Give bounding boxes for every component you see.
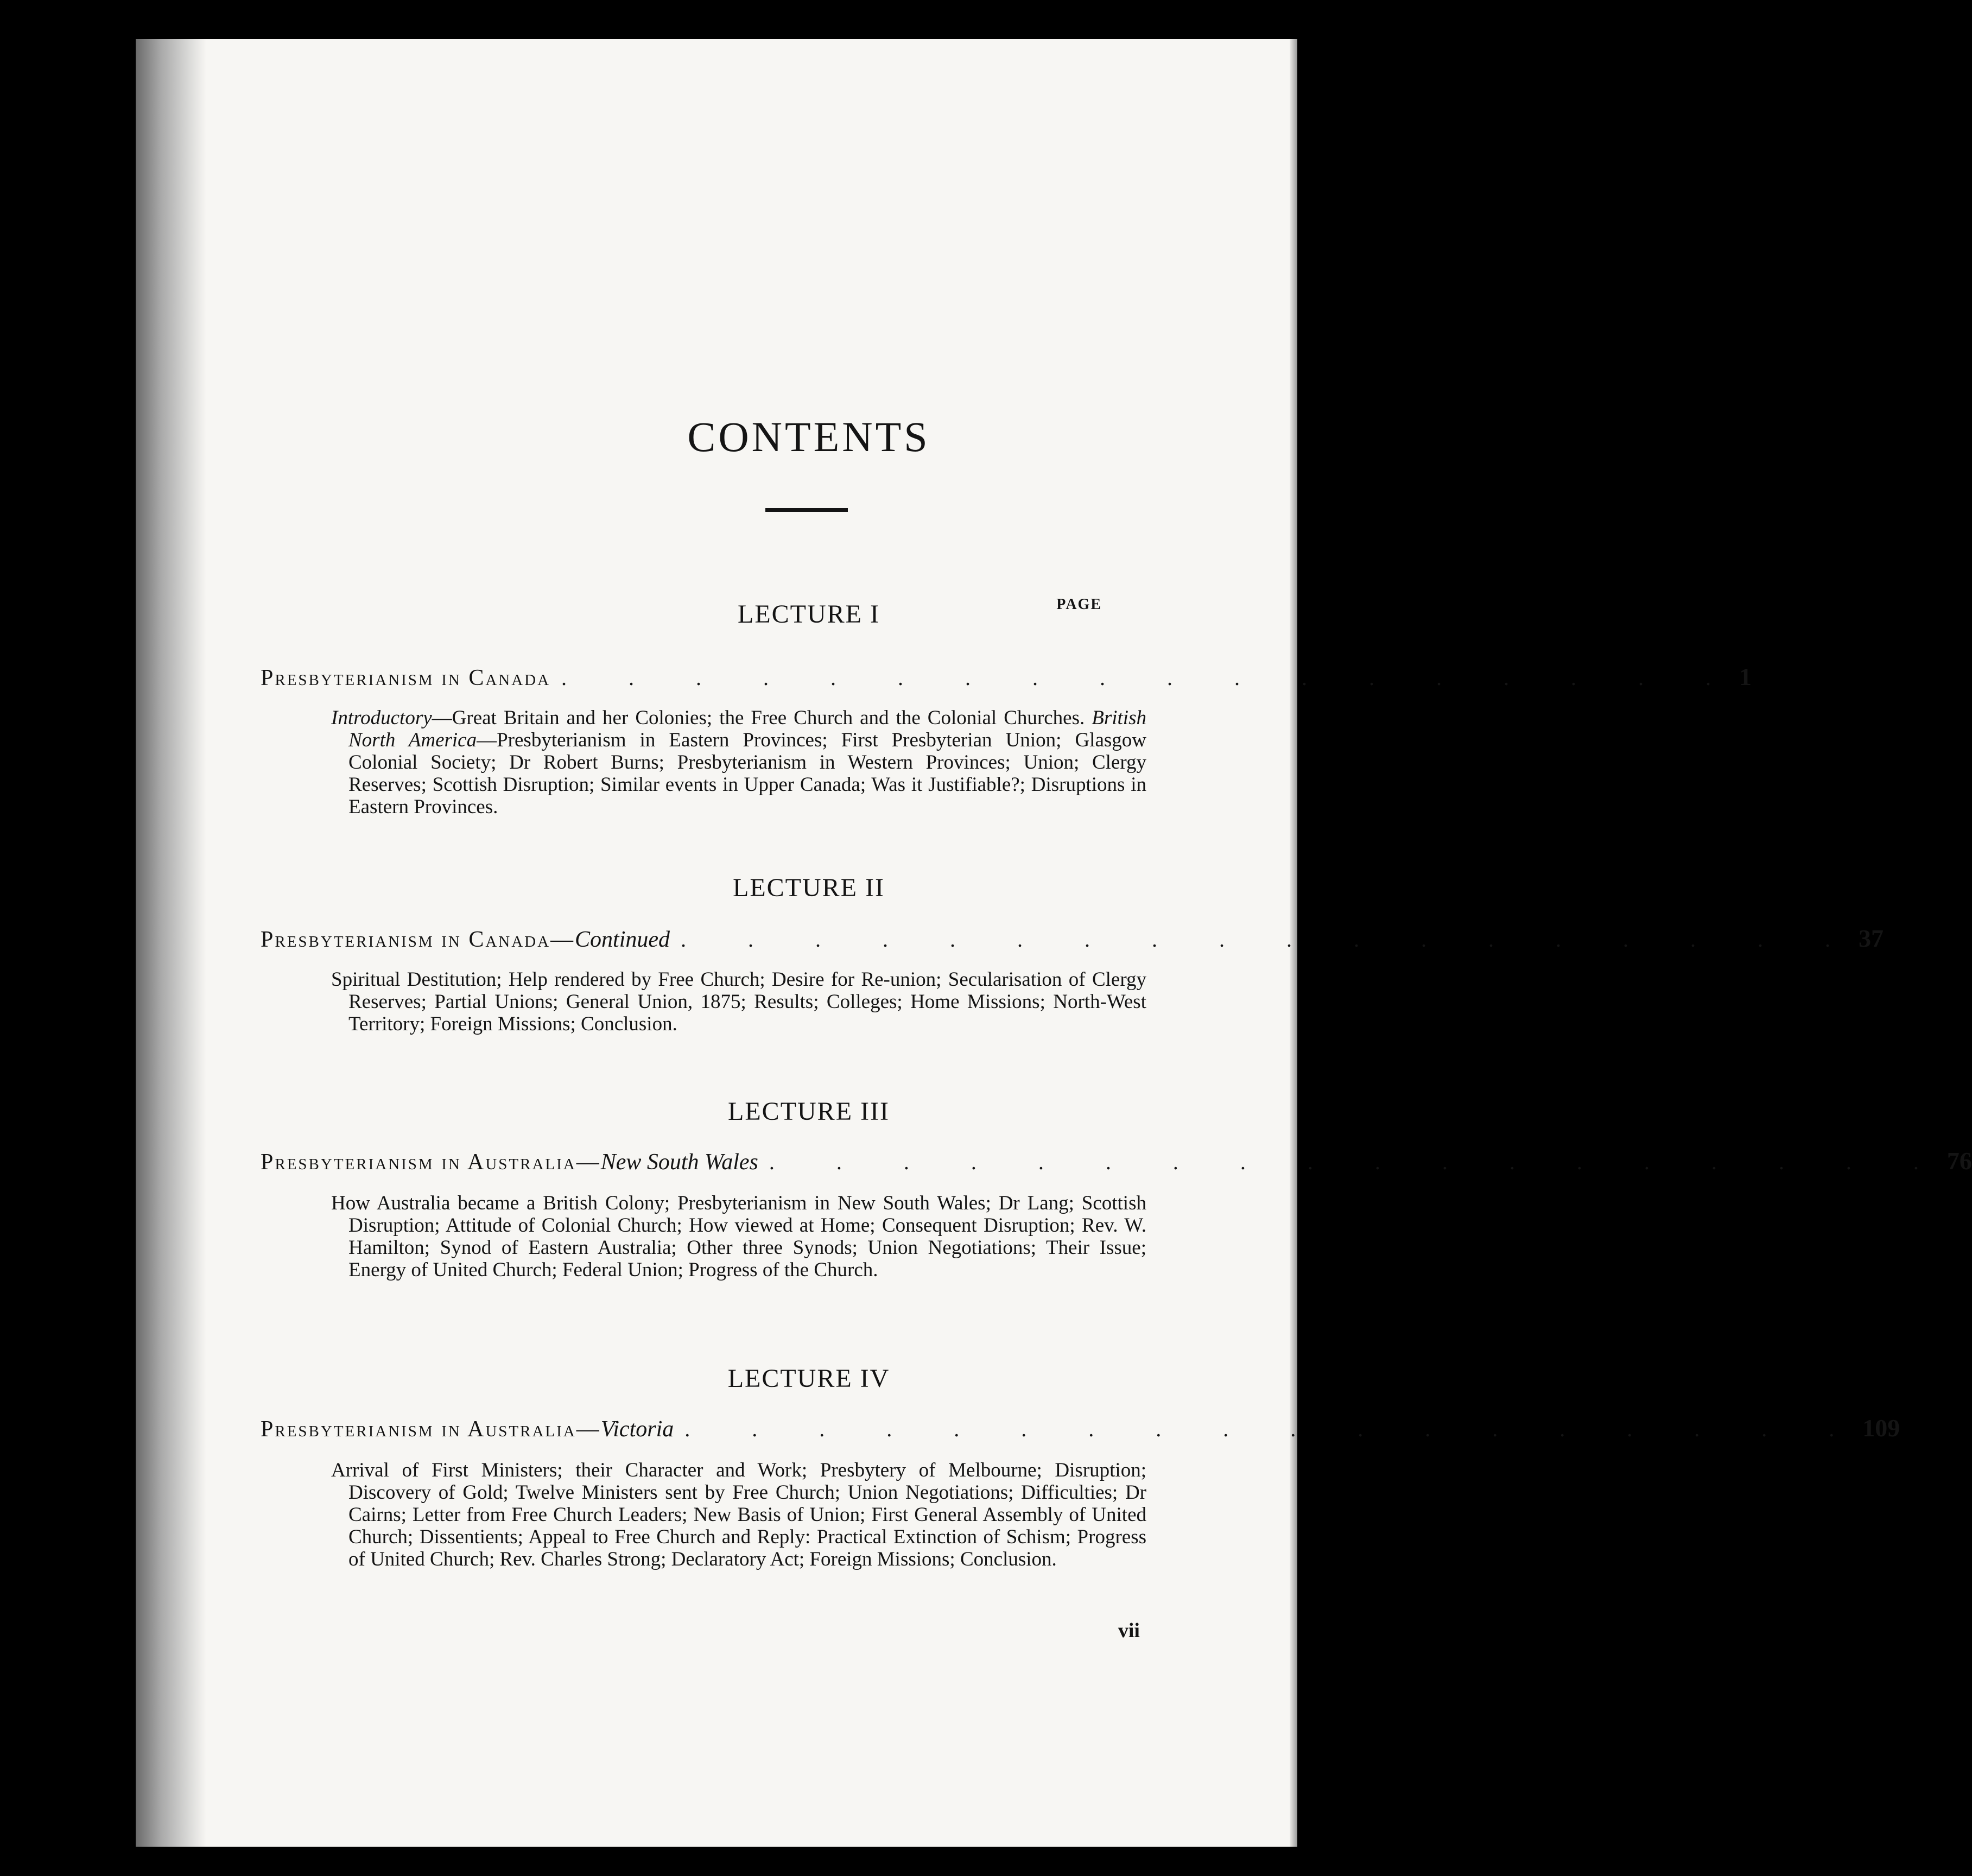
lecture-1-title: LECTURE I bbox=[738, 600, 880, 629]
lecture-1-page-number: 1 bbox=[1739, 663, 1752, 690]
lecture-3-page-number: 76 bbox=[1946, 1147, 1972, 1175]
lecture-3-synopsis: How Australia became a British Colony; Presbyterianism in New South Wales; Dr Lang; Scottish Disruption; Attitude of Colonial Church; How viewed at Home; Consequent Disruption; Rev. W. Hamilton; Synod of Eastern Australia; Other three Synods; Union Negotiations; Their Issue; Energy of United Church; Federal Union; Progress of the Church. bbox=[331, 1192, 1146, 1281]
leader-dots: . . . . . . . . . . . . . . . . . . bbox=[769, 1150, 1947, 1174]
lecture-2-page-number: 37 bbox=[1859, 924, 1884, 952]
lecture-1-heading bbox=[261, 662, 1752, 691]
lecture-4-page-number: 109 bbox=[1862, 1414, 1900, 1442]
page-folio: vii bbox=[1118, 1619, 1140, 1642]
synopsis-text: —Presbyterianism in Eastern Provinces; First Presbyterian Union; Glasgow Colonial Society; Dr Robert Burns; Presbyterianism in Western Provinces; Union; Clergy Reserves; Scottish Disruption; Similar events in Upper Canada; Was it Justifiable?; Disruptions in Eastern Provinces. bbox=[348, 729, 1146, 818]
lecture-2-synopsis: Spiritual Destitution; Help rendered by Free Church; Desire for Re-union; Secularisation of Clergy Reserves; Partial Unions; General Union, 1875; Results; Colleges; Home Missions; North-West Territory; Foreign Missions; Conclusion. bbox=[331, 968, 1146, 1035]
lecture-4-title: LECTURE IV bbox=[727, 1364, 890, 1393]
page-title: CONTENTS bbox=[687, 413, 930, 460]
lecture-4-heading-text: Presbyterianism in Australia— bbox=[261, 1417, 601, 1442]
lecture-2-heading-text: Presbyterianism in Canada— bbox=[261, 927, 575, 952]
lecture-2-heading bbox=[261, 924, 1884, 953]
book-page bbox=[136, 39, 1972, 1847]
leader-dots: . . . . . . . . . . . . . . . . . . bbox=[681, 927, 1859, 952]
lecture-3-heading-italic: New South Wales bbox=[600, 1150, 758, 1175]
leader-dots: . . . . . . . . . . . . . . . . . . bbox=[684, 1417, 1863, 1441]
page-gutter-shadow bbox=[136, 39, 206, 1847]
leader-dots: . . . . . . . . . . . . . . . . . . bbox=[561, 666, 1740, 690]
page-column-label: PAGE bbox=[1056, 596, 1102, 613]
synopsis-text: —Great Britain and her Colonies; the Free Church and the Colonial Churches. bbox=[432, 707, 1085, 729]
title-rule bbox=[765, 508, 848, 512]
lecture-2-title: LECTURE II bbox=[733, 873, 885, 902]
lecture-1-heading-text: Presbyterianism in Canada bbox=[261, 666, 551, 690]
lecture-3-heading-text: Presbyterianism in Australia— bbox=[261, 1150, 601, 1175]
lecture-4-heading bbox=[261, 1414, 1900, 1442]
lecture-2-heading-italic: Continued bbox=[575, 927, 670, 952]
synopsis-italic-lead: Introductory bbox=[331, 707, 432, 729]
lecture-3-title: LECTURE III bbox=[728, 1097, 890, 1126]
synopsis-italic-mid: British North America bbox=[348, 707, 1146, 751]
lecture-1-synopsis bbox=[331, 707, 1146, 818]
lecture-4-synopsis: Arrival of First Ministers; their Character and Work; Presbytery of Melbourne; Disruption; Discovery of Gold; Twelve Ministers sent by Free Church; Union Negotiations; Difficulties; Dr Cairns; Letter from Free Church Leaders; New Basis of Union; First General Assembly of United Church; Dissentients; Appeal to Free Church and Reply: Practical Extinction of Schism; Progress of United Church; Rev. Charles Strong; Declaratory Act; Foreign Missions; Conclusion. bbox=[331, 1459, 1146, 1570]
lecture-4-heading-italic: Victoria bbox=[600, 1417, 674, 1442]
lecture-3-heading bbox=[261, 1146, 1972, 1175]
